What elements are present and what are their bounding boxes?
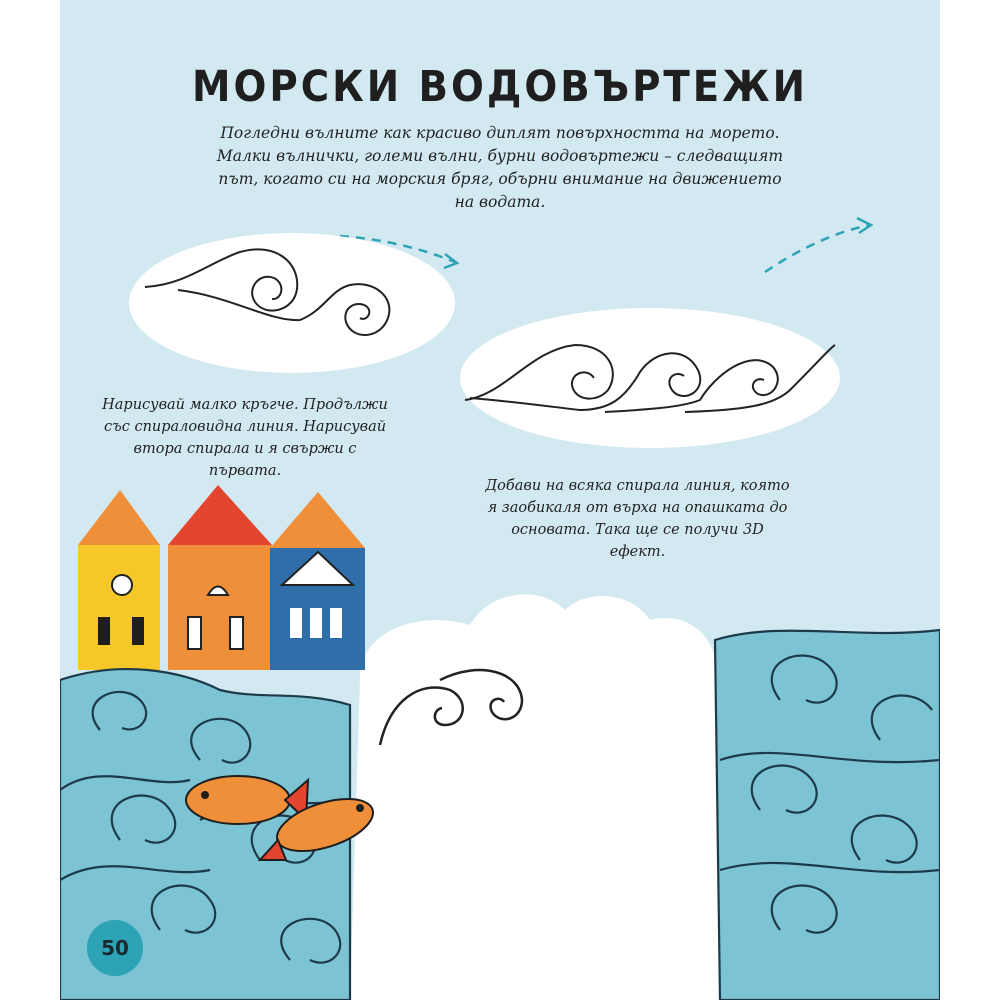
step1-caption: Нарисувай малко кръгче. Продължи със спираловидна линия. Нарисувай втора спирала и я свържи с първата. — [102, 397, 388, 479]
waves-right — [715, 630, 940, 1000]
intro-text: Погледни вълните как красиво диплят повърхността на морето. Малки вълнички, големи вълни, бурни водовъртежи – следващият път, когато си на морския бряг, обърни внимание на движението на водата. — [216, 124, 784, 211]
book-page — [60, 0, 940, 1000]
step1-ellipse — [129, 233, 455, 373]
step2-ellipse — [460, 308, 840, 448]
page-title: МОРСКИ ВОДОВЪРТЕЖИ — [191, 62, 808, 112]
page-number: 50 — [101, 936, 129, 960]
dashed-arrow-right — [765, 218, 871, 272]
page-number-badge — [87, 920, 143, 976]
drawing-cloud — [350, 594, 720, 1000]
step2-caption: Добави на всяка спирала линия, която я заобикаля от върха на опашката до основата. Така ще се получи 3D ефект. — [485, 478, 790, 560]
houses-illustration — [78, 485, 365, 670]
